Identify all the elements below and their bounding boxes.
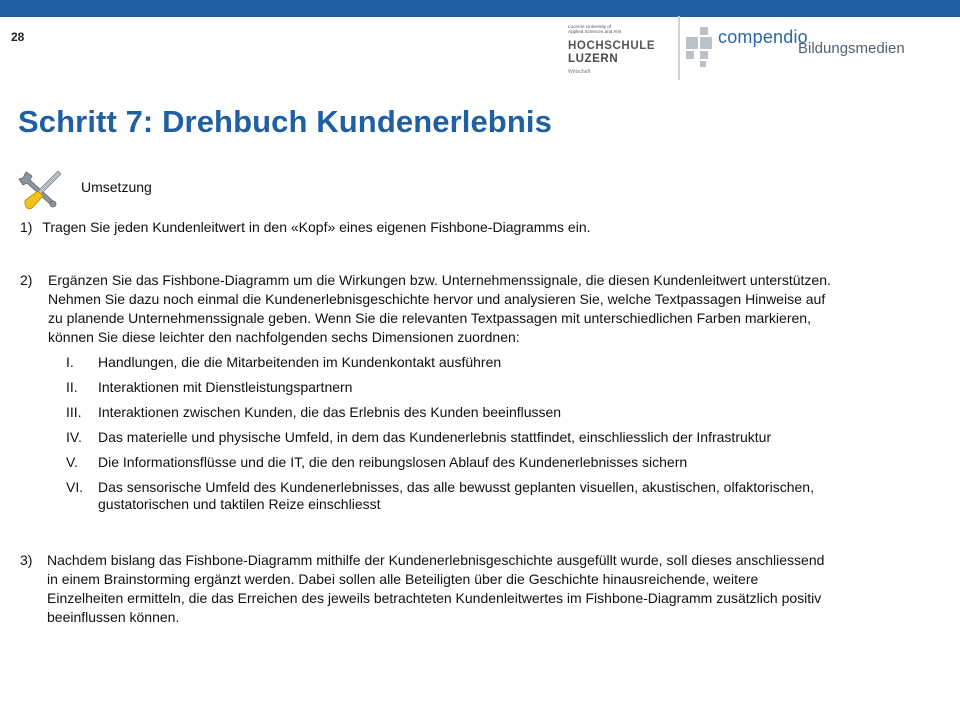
step-1-text: Tragen Sie jeden Kundenleitwert in den «Kopf» eines eigenen Fishbone-Diagramms ein. xyxy=(42,219,591,235)
compendio-logo-word: compendio xyxy=(718,27,808,47)
dimension-number: I. xyxy=(66,354,74,370)
step-1-number: 1) xyxy=(20,219,33,235)
step-3-line-4: beeinflussen können. xyxy=(47,609,180,625)
dimension-text: Interaktionen mit Dienstleistungspartnern xyxy=(98,379,353,395)
step-3-line-1: Nachdem bislang das Fishbone-Diagramm mithilfe der Kundenerlebnisgeschichte ausgefüllt wurde, soll dieses anschliessend xyxy=(47,552,825,568)
dimension-text: Das sensorische Umfeld des Kundenerlebnisses, das alle bewusst geplanten visuellen, akustischen, olfaktorischen, xyxy=(98,479,814,495)
hslu-unit: Wirtschaft xyxy=(568,69,591,75)
logo-divider xyxy=(678,16,680,80)
dimension-text-continued: gustatorischen und taktilen Reize einschliesst xyxy=(98,496,381,512)
step-2-number: 2) xyxy=(20,272,33,288)
step-2-line-2: Nehmen Sie dazu noch einmal die Kundenerlebnisgeschichte hervor und analysieren Sie, welche Textpassagen Hinweise auf xyxy=(48,291,826,307)
tools-icon xyxy=(18,168,64,210)
step-1 xyxy=(20,219,591,236)
dimension-text: Interaktionen zwischen Kunden, die das Erlebnis des Kunden beeinflussen xyxy=(98,404,562,420)
dimension-number: IV. xyxy=(66,429,82,445)
step-2-line-4: können Sie diese leichter den nachfolgenden sechs Dimensionen zuordnen: xyxy=(48,329,520,345)
step-3-line-3: Einzelheiten ermitteln, die das Erreichen des jeweils betrachteten Kundenleitwertes im Fishbone-Diagramm zusätzlich positiv xyxy=(47,590,822,606)
hslu-logo xyxy=(554,16,680,80)
top-accent-bar xyxy=(0,0,960,17)
page-title: Schritt 7: Drehbuch Kundenerlebnis xyxy=(18,104,552,139)
page-number: 28 xyxy=(11,30,25,44)
dimension-number: V. xyxy=(66,454,78,470)
step-2-line-1: Ergänzen Sie das Fishbone-Diagramm um die Wirkungen bzw. Unternehmenssignale, die diesen Kundenleitwert unterstützen. xyxy=(48,272,831,288)
hslu-name-2: LUZERN xyxy=(568,53,619,65)
umsetzung-label: Umsetzung xyxy=(81,179,152,195)
dimension-text: Handlungen, die die Mitarbeitenden im Kundenkontakt ausführen xyxy=(98,354,502,370)
dimension-text: Die Informationsflüsse und die IT, die den reibungslosen Ablauf des Kundenerlebnisses sichern xyxy=(98,454,688,470)
step-3-number: 3) xyxy=(20,552,33,568)
dimension-number: II. xyxy=(66,379,78,395)
hslu-name-1: HOCHSCHULE xyxy=(568,40,656,52)
step-2-line-3: zu planende Unternehmenssignale geben. Wenn Sie die relevanten Textpassagen mit unterschiedlichen Farben markieren, xyxy=(48,310,811,326)
compendio-logo-subtitle: Bildungsmedien xyxy=(798,40,905,57)
dimension-number: VI. xyxy=(66,479,84,495)
hslu-tagline-1: Lucerne University of xyxy=(568,24,612,29)
hslu-tagline-2: Applied Sciences and Arts xyxy=(568,29,622,34)
step-3-line-2: in einem Brainstorming ergänzt werden. Dabei sollen alle Beteiligten über die Geschichte hinausreichende, weitere xyxy=(47,571,759,587)
dimension-number: III. xyxy=(66,404,82,420)
compendio-logo-mark-icon xyxy=(686,27,720,69)
dimension-text: Das materielle und physische Umfeld, in dem das Kundenerlebnis stattfindet, einschliesslich der Infrastruktur xyxy=(98,429,772,445)
